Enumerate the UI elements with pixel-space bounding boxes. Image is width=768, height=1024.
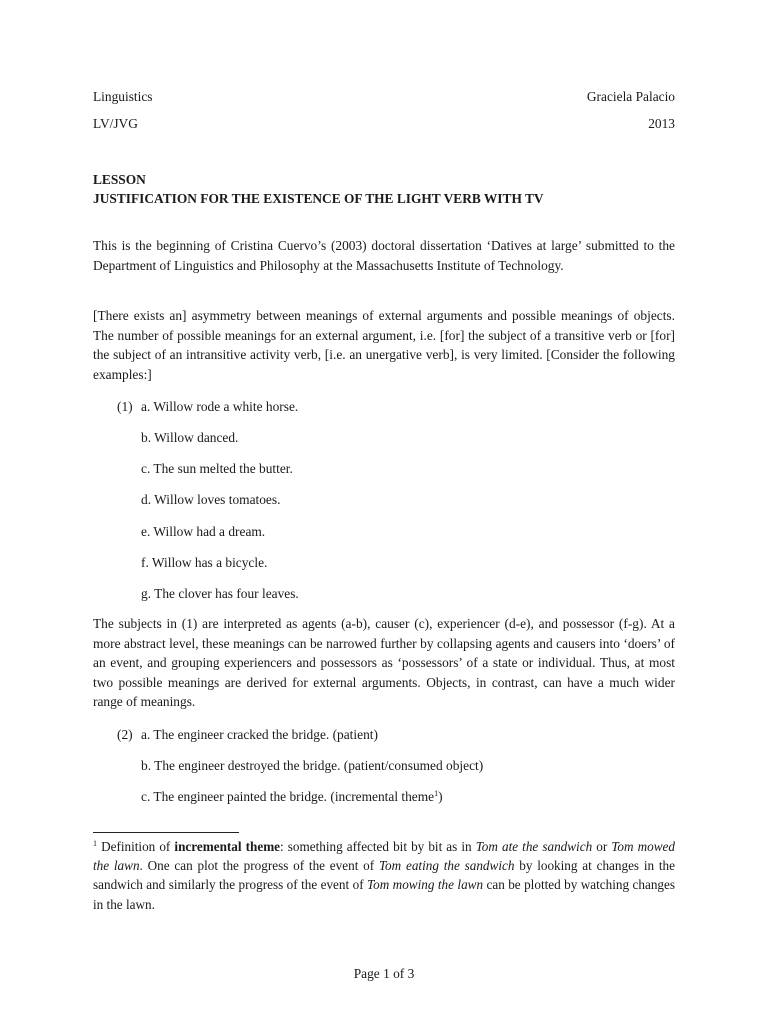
example-1g: g. The clover has four leaves. <box>141 586 299 601</box>
footnote-marker: 1 <box>93 839 97 848</box>
footnote-example: Tom mowed the lawn <box>93 839 675 874</box>
example-2c-text: c. The engineer painted the bridge. (incremental theme <box>141 789 435 804</box>
footnote-example: Tom eating the sandwich <box>378 858 515 874</box>
footnote-reference[interactable]: 1 <box>434 789 439 798</box>
footnote-example: Tom mowing the lawn <box>367 877 484 893</box>
example-1-number: (1) <box>117 399 133 414</box>
header-row-2 <box>93 114 675 133</box>
example-2a: a. The engineer cracked the bridge. (patient) <box>141 727 378 742</box>
lesson-title: JUSTIFICATION FOR THE EXISTENCE OF THE LIGHT VERB WITH TV <box>93 191 544 206</box>
footnote <box>93 837 675 914</box>
footnote-text: Definition of <box>97 839 175 854</box>
footnote-text: : something affected bit by bit as in <box>280 839 476 854</box>
footnote-example: Tom ate the sandwich <box>475 839 593 854</box>
example-1e: e. Willow had a dream. <box>141 524 266 539</box>
example-1c: c. The sun melted the butter. <box>141 461 293 476</box>
footnote-text: or <box>592 839 612 854</box>
page-number: Page 1 of 3 <box>353 966 415 981</box>
example-1f: f. Willow has a bicycle. <box>141 555 268 570</box>
intro-paragraph: This is the beginning of Cristina Cuervo’s (2003) doctoral dissertation ‘Datives at large’ submitted to the Department of Linguistics and Philosophy at the Massachusetts Institute of Technology. <box>93 238 675 273</box>
example-2-number: (2) <box>117 727 133 742</box>
example-1b: b. Willow danced. <box>141 430 239 445</box>
footnote-text: can be plotted by watching changes in the lawn. <box>93 877 675 912</box>
header-subject: Linguistics <box>93 89 153 104</box>
example-1d: d. Willow loves tomatoes. <box>141 492 281 507</box>
header-course: LV/JVG <box>93 116 138 131</box>
example-2b: b. The engineer destroyed the bridge. (patient/consumed object) <box>141 758 484 773</box>
example-2c-close: ) <box>438 789 443 804</box>
header-author: Graciela Palacio <box>586 89 675 104</box>
footnote-separator <box>93 832 239 833</box>
analysis-paragraph: The subjects in (1) are interpreted as agents (a-b), causer (c), experiencer (d-e), and possessor (f-g). At a more abstract level, these meanings can be narrowed further by collapsing agents and causers into ‘doers’ of an event, and grouping experiencers and possessors as ‘possessors’ of a state or individual. Thus, at most two possible meanings are derived for external arguments. Objects, in contrast, can have a much wider range of meanings. <box>93 616 675 710</box>
lesson-label: LESSON <box>93 172 146 187</box>
quote-paragraph: [There exists an] asymmetry between meanings of external arguments and possible meanings of objects. The number of possible meanings for an external argument, i.e. [for] the subject of a transitive verb or [for] the subject of an intransitive activity verb, [i.e. an unergative verb], is very limited. [Consider the following examples:] <box>93 308 675 382</box>
example-1a: a. Willow rode a white horse. <box>141 399 299 414</box>
header-row-1 <box>93 87 675 106</box>
footnote-text: . One can plot the progress of the event of <box>139 858 379 874</box>
header-year: 2013 <box>648 116 675 131</box>
footnote-text: by looking at changes in the sandwich and similarly the progress of the event of <box>93 858 676 893</box>
footnote-term: incremental theme <box>174 839 281 854</box>
example-2c <box>141 787 443 806</box>
